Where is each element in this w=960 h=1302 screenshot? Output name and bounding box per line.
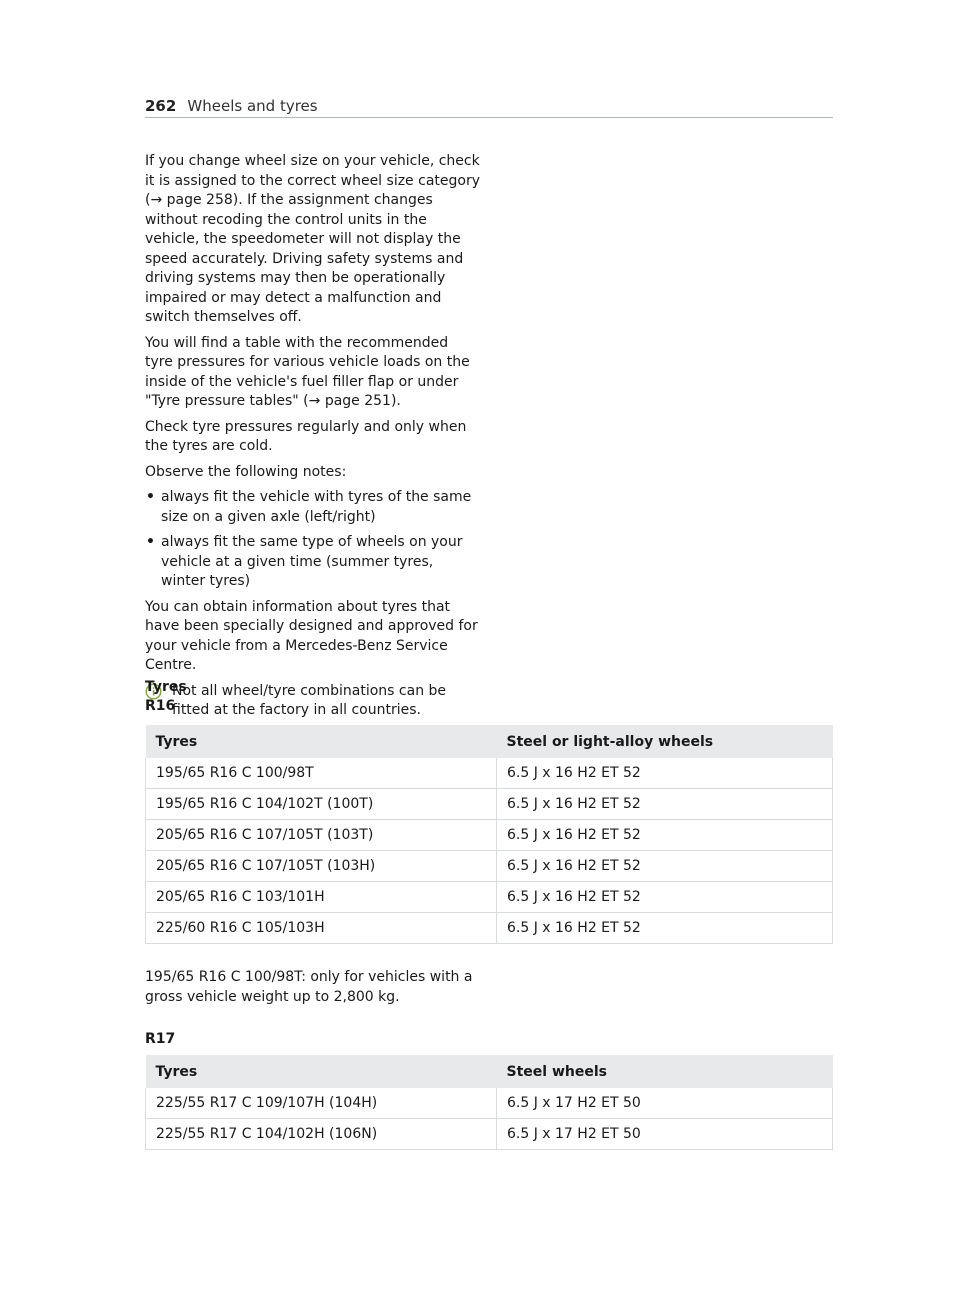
tyre-cell: 205/65 R16 C 107/105T (103H) — [146, 851, 497, 882]
table-row — [146, 882, 833, 913]
footnote-r16: 195/65 R16 C 100/98T: only for vehicles with a gross vehicle weight up to 2,800 kg. — [145, 969, 473, 1005]
tyre-cell: 205/65 R16 C 103/101H — [146, 882, 497, 913]
text-column — [145, 152, 480, 721]
section-title: Wheels and tyres — [187, 97, 318, 115]
wheel-cell: 6.5 J x 16 H2 ET 52 — [497, 758, 833, 789]
column-header-tyres: Tyres — [146, 725, 497, 758]
wheel-cell: 6.5 J x 16 H2 ET 52 — [497, 882, 833, 913]
wheel-cell: 6.5 J x 17 H2 ET 50 — [497, 1088, 833, 1119]
list-item-text: always fit the vehicle with tyres of the same size on a given axle (left/right) — [161, 489, 472, 525]
tyre-cell: 225/60 R16 C 105/103H — [146, 913, 497, 944]
table-row — [146, 851, 833, 882]
paragraph-check-pressure: Check tyre pressures regularly and only when the tyres are cold. — [145, 418, 467, 454]
header-divider — [145, 117, 833, 118]
table-header-row — [146, 1055, 833, 1088]
paragraph-wheel-size: If you change wheel size on your vehicle, check it is assigned to the correct wheel size category (→ page 258). If the assignment changes without recoding the control units in the vehicle, the speedometer will not display the speed accurately. Driving safety systems and driving systems may then be operationally impaired or may detect a malfunction and switch themselves off. — [145, 153, 480, 325]
wheel-cell: 6.5 J x 16 H2 ET 52 — [497, 851, 833, 882]
column-header-tyres: Tyres — [146, 1055, 497, 1088]
tyre-cell: 225/55 R17 C 109/107H (104H) — [146, 1088, 497, 1119]
wheel-cell: 6.5 J x 16 H2 ET 52 — [497, 789, 833, 820]
tyre-cell: 195/65 R16 C 104/102T (100T) — [146, 789, 497, 820]
paragraph-tyre-pressure-table: You will find a table with the recommended tyre pressures for various vehicle loads on the inside of the vehicle's fuel filler flap or under "Tyre pressure tables" (→ page 251). — [145, 334, 470, 409]
wheel-cell: 6.5 J x 17 H2 ET 50 — [497, 1119, 833, 1150]
column-header-wheels: Steel or light-alloy wheels — [497, 725, 833, 758]
paragraph-observe: Observe the following notes: — [145, 463, 347, 480]
bullet-icon: • — [146, 489, 155, 505]
list-item — [145, 488, 480, 527]
page-header — [145, 96, 833, 118]
tyre-cell: 225/55 R17 C 104/102H (106N) — [146, 1119, 497, 1150]
list-item-text: always fit the same type of wheels on your vehicle at a given time (summer tyres, winter tyres) — [161, 534, 463, 589]
r17-heading: R17 — [145, 1031, 176, 1047]
column-header-wheels: Steel wheels — [497, 1055, 833, 1088]
table-header-row — [146, 725, 833, 758]
info-note — [145, 682, 480, 721]
r17-table — [145, 1055, 833, 1150]
notes-list — [145, 488, 480, 592]
table-row — [146, 758, 833, 789]
r16-heading: R16 — [145, 698, 176, 714]
page-number: 262 — [145, 97, 177, 115]
table-row — [146, 1119, 833, 1150]
r16-table — [145, 725, 833, 944]
table-row — [146, 820, 833, 851]
table-row — [146, 789, 833, 820]
tyre-cell: 205/65 R16 C 107/105T (103T) — [146, 820, 497, 851]
wheel-cell: 6.5 J x 16 H2 ET 52 — [497, 820, 833, 851]
wheel-cell: 6.5 J x 16 H2 ET 52 — [497, 913, 833, 944]
note-text: Not all wheel/tyre combinations can be fitted at the factory in all countries. — [172, 682, 447, 718]
tyre-cell: 195/65 R16 C 100/98T — [146, 758, 497, 789]
table-row — [146, 1088, 833, 1119]
table-row — [146, 913, 833, 944]
paragraph-service-centre: You can obtain information about tyres that have been specially designed and approved for your vehicle from a Mercedes-Benz Service Centre. — [145, 598, 478, 673]
bullet-icon: • — [146, 534, 155, 550]
list-item — [145, 533, 480, 592]
tyres-heading: Tyres — [145, 679, 187, 695]
